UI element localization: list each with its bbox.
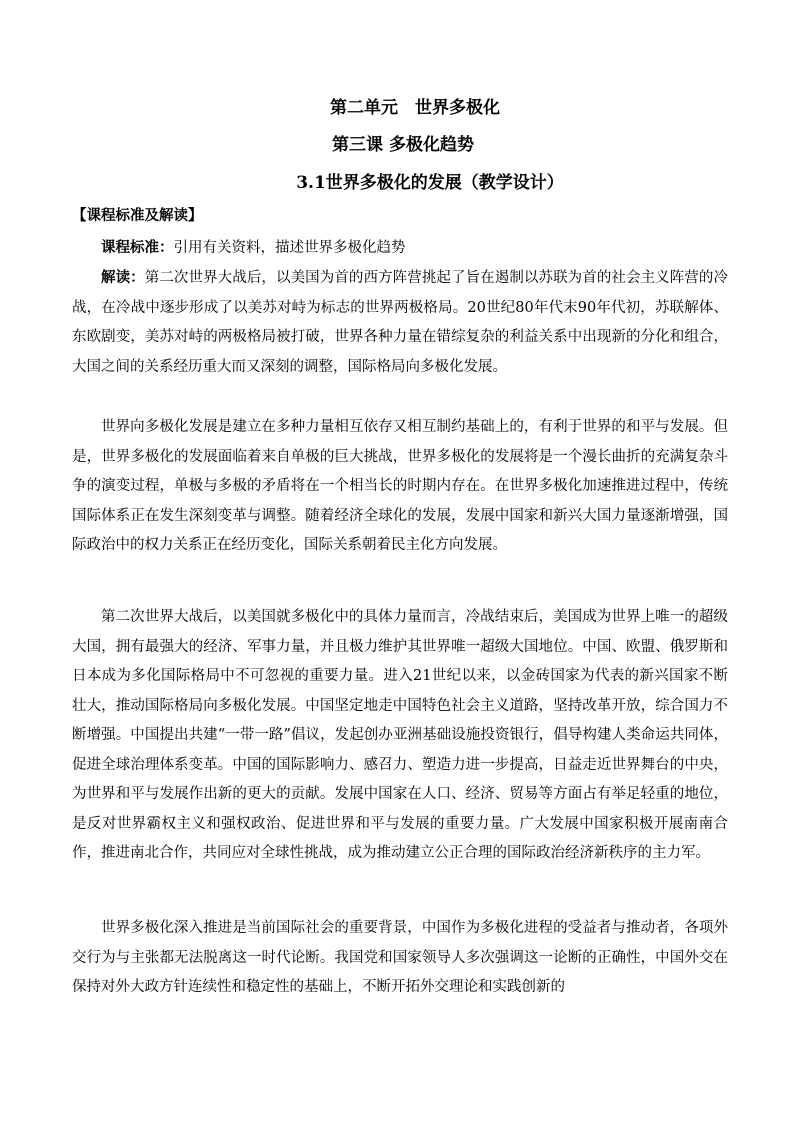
interpretation-label: 解读： [101, 269, 145, 286]
interpretation-paragraph [72, 263, 728, 382]
interpretation-text: 第二次世界大战后，以美国为首的西方阵营挑起了旨在遏制以苏联为首的社会主义阵营的冷战，在冷战中逐步形成了以美苏对峙为标志的世界两极格局。20世纪80年代末90年代初，苏联解体、东欧剧变，美苏对峙的两极格局被打破，世界各种力量在错综复杂的利益关系中出现新的分化和组合，大国之间的关系经历重大而又深刻的调整，国际格局向多极化发展。 [72, 270, 728, 375]
standard-paragraph [72, 233, 728, 264]
section-heading: 【课程标准及解读】 [72, 207, 203, 224]
standard-label: 课程标准： [101, 239, 174, 256]
paragraph-4: 世界多极化深入推进是当前国际社会的重要背景，中国作为多极化进程的受益者与推动者，各项外交行为与主张都无法脱离这一时代论断。我国党和国家领导人多次强调这一论断的正确性，中国外交在保持对外大政方针连续性和稳定性的基础上，不断开拓外交理论和实践创新的 [72, 920, 728, 995]
paragraph-2: 世界向多极化发展是建立在多种力量相互依存又相互制约基础上的，有利于世界的和平与发展。但是，世界多极化的发展面临着来自单极的巨大挑战，世界多极化的发展将是一个漫长曲折的充满复杂斗争的演变过程，单极与多极的矛盾将在一个相当长的时期内存在。在世界多极化加速推进过程中，传统国际体系正在发生深刻变革与调整。随着经济全球化的发展，发展中国家和新兴大国力量逐渐增强，国际政治中的权力关系正在经历变化，国际关系朝着民主化方向发展。 [72, 419, 728, 553]
standard-text: 引用有关资料，描述世界多极化趋势 [173, 240, 406, 256]
section-title: 3.1世界多极化的发展（教学设计） [296, 173, 564, 193]
lesson-title: 第三课 多极化趋势 [332, 135, 474, 155]
unit-title: 第二单元 世界多极化 [330, 98, 500, 118]
paragraph-3: 第二次世界大战后，以美国就多极化中的具体力量而言，冷战结束后，美国成为世界上唯一的超级大国，拥有最强大的经济、军事力量，并且极力维护其世界唯一超级大国地位。中国、欧盟、俄罗斯和日本成为多化国际格局中不可忽视的重要力量。进入21世纪以来，以金砖国家为代表的新兴国家不断壮大，推动国际格局向多极化发展。中国坚定地走中国特色社会主义道路，坚持改革开放，综合国力不断增强。中国提出共建“一带一路”倡议，发起创办亚洲基础设施投资银行，倡导构建人类命运共同体，促进全球治理体系变革。中国的国际影响力、感召力、塑造力进一步提高，日益走近世界舞台的中央，为世界和平与发展作出新的更大的贡献。发展中国家在人口、经济、贸易等方面占有举足轻重的地位，是反对世界霸权主义和强权政治、促进世界和平与发展的重要力量。广大发展中国家积极开展南南合作，推进南北合作，共同应对全球性挑战，成为推动建立公正合理的国际政治经济新秩序的主力军。 [72, 609, 728, 861]
